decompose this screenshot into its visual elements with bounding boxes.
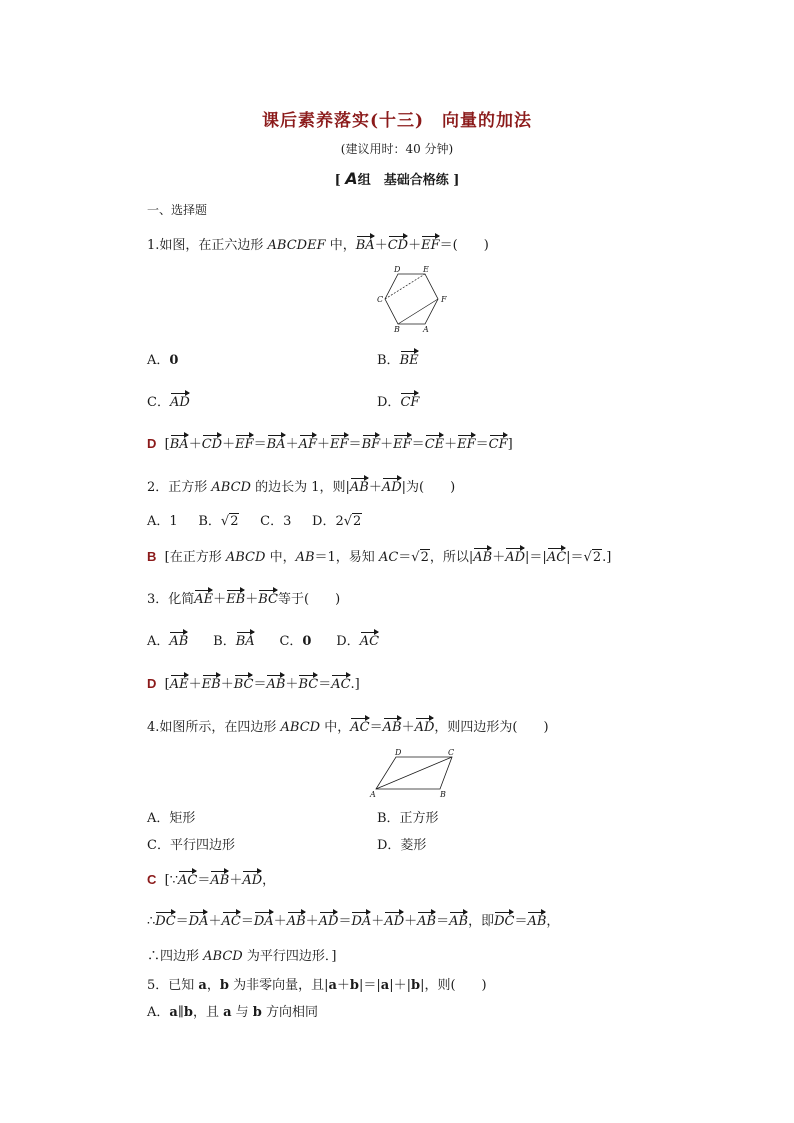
q1-answer: D [147, 436, 157, 451]
vector: CD [388, 234, 408, 253]
q2-stem: 2．正方形 ABCD 的边长为 1，则|AB＋AD|为( ) [147, 476, 455, 495]
label-b: B [440, 790, 446, 799]
label-f: F [441, 295, 447, 304]
group-badge: A [345, 169, 358, 188]
vector: AC [222, 910, 241, 929]
sqrt-2: √2 [220, 514, 239, 529]
vector: BF [362, 433, 381, 452]
group-bracket-open: [ [334, 173, 341, 188]
vector: BC [298, 673, 318, 692]
hexagon-figure [370, 264, 454, 334]
label-d: D [394, 265, 401, 274]
vector: AE [170, 673, 189, 692]
vector: BA [267, 433, 286, 452]
vector: EF [393, 433, 412, 452]
label-e: E [423, 265, 429, 274]
vector: DC [155, 910, 175, 929]
dashed-diagonal-ce [385, 274, 425, 299]
group-label: 组 基础合格练 [357, 173, 449, 188]
vector: DA [351, 910, 371, 929]
q4-option-b: B．正方形 [377, 811, 439, 826]
vector: AD [319, 910, 339, 929]
parallelogram-figure [366, 745, 466, 799]
label-a: A [423, 325, 429, 334]
vector: DA [189, 910, 209, 929]
q4-explanation-line1: C [∵AC＝AB＋AD， [147, 869, 275, 888]
q4-answer: C [147, 872, 157, 887]
q4-explanation-line2: ∴DC＝DA＋AC＝DA＋AB＋AD＝DA＋AD＋AB＝AB，即DC＝AB， [147, 910, 559, 929]
q1-option-d: D．CF [377, 391, 419, 410]
hexagon-outline [385, 274, 438, 324]
q5-option-a: A．a∥b，且 a 与 b 方向相同 [147, 1005, 319, 1020]
diagonal-bf [398, 299, 438, 324]
vector: EF [421, 234, 440, 253]
vector: AB [287, 910, 306, 929]
vector: BA [356, 234, 375, 253]
vector: AF [299, 433, 317, 452]
vector: CD [202, 433, 222, 452]
vector: AD [505, 546, 525, 565]
q2-answer: B [147, 549, 157, 564]
vector: AD [382, 476, 402, 495]
vector: BC [234, 673, 254, 692]
q1-option-a: A．0 [147, 353, 179, 368]
vector: AC [350, 716, 369, 735]
label-c: C [377, 295, 384, 304]
vector: AE [194, 588, 213, 607]
vector: CF [489, 433, 508, 452]
vector: AD [384, 910, 404, 929]
q5-stem: 5．已知 a，b 为非零向量，且|a＋b|＝|a|＋|b|，则( ) [147, 978, 487, 993]
q4-option-a: A．矩形 [147, 811, 196, 826]
vector: EF [457, 433, 476, 452]
q3-explanation: D [AE＋EB＋BC＝AB＋BC＝AC.] [147, 673, 360, 692]
vector: BA [236, 630, 255, 649]
vector: AB [350, 476, 369, 495]
q1-option-b: B．BE [377, 349, 419, 368]
vector: AD [170, 391, 190, 410]
label-c: C [448, 748, 455, 757]
vector: AC [331, 673, 350, 692]
q2-explanation: B [在正方形 ABCD 中，AB＝1，易知 AC＝√2，所以|AB＋AD|＝|AC|＝√2.] [147, 546, 611, 565]
q3-options: A．AB B．BA C．0 D．AC [147, 630, 379, 649]
vector: AB [210, 869, 229, 888]
vector: AB [527, 910, 546, 929]
label-a: A [370, 790, 376, 799]
vector: AB [473, 546, 492, 565]
q3-answer: D [147, 676, 157, 691]
vector: BC [258, 588, 278, 607]
vector: AB [169, 630, 188, 649]
label-d: D [395, 748, 402, 757]
group-heading [0, 169, 794, 188]
vector: DC [494, 910, 514, 929]
q3-stem: 3．化简AE＋EB＋BC等于( ) [147, 588, 340, 607]
diagonal-ac [376, 757, 452, 789]
q1-explanation: D [BA＋CD＋EF＝BA＋AF＋EF＝BF＋EF＝CE＋EF＝CF] [147, 433, 513, 452]
vector: AB [417, 910, 436, 929]
q1-option-c: C．AD [147, 391, 190, 410]
vector: BA [170, 433, 189, 452]
page-title: 课后素养落实(十三) 向量的加法 [261, 111, 533, 131]
group-bracket-close: ] [453, 173, 460, 188]
vector: DA [254, 910, 274, 929]
vector: AC [360, 630, 379, 649]
vector: EB [226, 588, 245, 607]
vector: AC [547, 546, 566, 565]
q4-explanation-line3: ∴四边形 ABCD 为平行四边形．] [147, 949, 337, 964]
vector: EF [235, 433, 254, 452]
suggested-time: (建议用时：40 分钟) [340, 142, 454, 156]
sqrt-2: √2 [343, 514, 362, 529]
vector: AC [178, 869, 197, 888]
vector: AD [242, 869, 262, 888]
vector: AB [449, 910, 468, 929]
q4-option-c: C．平行四边形 [147, 838, 235, 853]
section-title: 一、选择题 [147, 203, 208, 217]
q2-options: A．1 B．√2 C．3 D．2√2 [147, 514, 362, 529]
vector: AB [383, 716, 402, 735]
q4-stem: 4.如图所示，在四边形 ABCD 中，AC＝AB＋AD，则四边形为( ) [147, 716, 549, 735]
vector: CF [400, 391, 419, 410]
vector: EB [202, 673, 221, 692]
vector: BE [400, 349, 419, 368]
vector: AD [415, 716, 435, 735]
vector: CE [425, 433, 444, 452]
vector: AB [266, 673, 285, 692]
label-b: B [394, 325, 400, 334]
q4-option-d: D．菱形 [377, 838, 427, 853]
q1-stem: 1.如图，在正六边形 ABCDEF 中，BA＋CD＋EF＝( ) [147, 234, 489, 253]
vector: EF [330, 433, 349, 452]
